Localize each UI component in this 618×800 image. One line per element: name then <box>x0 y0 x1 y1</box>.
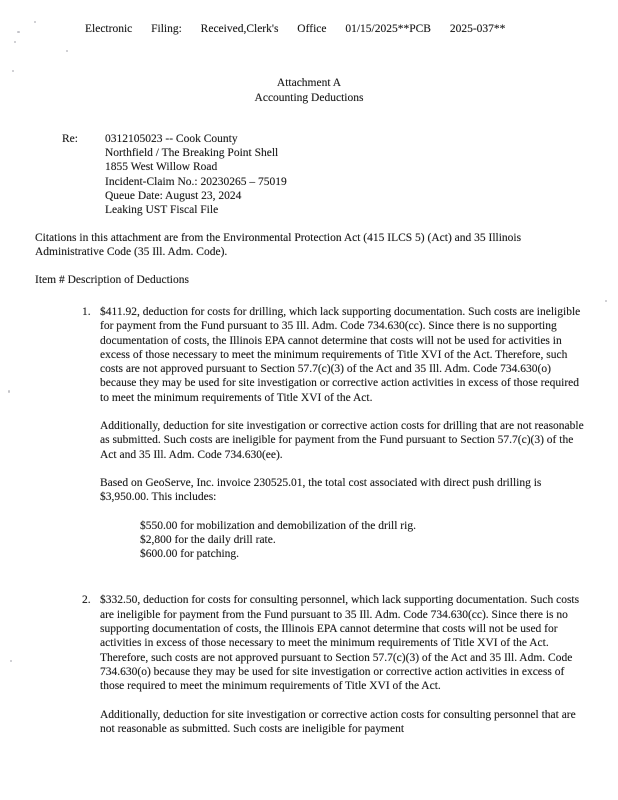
scan-speck <box>17 31 20 33</box>
re-block <box>62 132 618 217</box>
cost-breakdown-list <box>140 519 587 562</box>
deduction-item-1 <box>0 305 618 575</box>
re-line-incident-no: Incident-Claim No.: 20230265 – 75019 <box>105 175 287 188</box>
doc-subtitle: Accounting Deductions <box>254 91 364 104</box>
citation-paragraph: Citations in this attachment are from the Environmental Protection Act (415 ILCS 5) (Act) and 35 Illinois Administrative Code (35 Ill. Adm. Code). <box>35 232 522 259</box>
doc-title: Attachment A <box>276 77 342 90</box>
item-paragraph: Based on GeoServe, Inc. invoice 230525.01, the total cost associated with direct push drilling is $3,950.00. This includes: <box>100 476 542 504</box>
items-heading: Item # Description of Deductions <box>35 273 189 286</box>
re-line-address: 1855 West Willow Road <box>105 161 218 174</box>
re-line-queue-date: Queue Date: August 23, 2024 <box>105 189 242 202</box>
re-line-site-name: Northfield / The Breaking Point Shell <box>105 147 279 160</box>
re-line-file-type: Leaking UST Fiscal File <box>105 203 219 216</box>
item-body <box>100 593 587 736</box>
cost-breakdown-line: $2,800 for the daily drill rate. <box>140 533 276 546</box>
title-block <box>0 76 618 105</box>
scan-speck <box>34 21 36 23</box>
scan-speck <box>605 300 607 302</box>
scan-speck <box>66 50 68 52</box>
item-body <box>100 305 587 575</box>
item-paragraph: $411.92, deduction for costs for drilling, which lack supporting documentation. Such costs are ineligible for payment from the Fund pursuant to 35 Ill. Adm. Code 734.630(cc). Since there is no supporting documentation of costs, the Illinois EPA cannot determine that costs will not be used for activities in excess of those necessary to meet the minimum requirements of Title XVI of the Act. Therefore, such costs are not approved pursuant to Section 57.7(c)(3) of the Act and 35 Ill. Adm. Code 734.630(o) because they may be used for site investigation or corrective action activities in excess of those required to meet the minimum requirements of Title XVI of the Act. <box>100 306 581 404</box>
scan-speck <box>12 70 14 72</box>
re-label: Re: <box>62 132 78 145</box>
item-paragraph: Additionally, deduction for site investigation or corrective action costs for consulting personnel that are not reasonable as submitted. Such costs are ineligible for payment <box>100 708 576 735</box>
item-paragraph: Additionally, deduction for site investigation or corrective action costs for drilling that are not reasonable as submitted. Such costs are ineligible for payment from the Fund pursuant to Section 57.7(c)(3) of the Act and 35 Ill. Adm. Code 734.630(ee). <box>100 420 584 461</box>
cost-breakdown-line: $600.00 for patching. <box>140 548 240 561</box>
scan-speck <box>14 41 16 43</box>
item-number: 2. <box>82 594 91 607</box>
re-line-site-id: 0312105023 -- Cook County <box>105 132 238 145</box>
item-number: 1. <box>82 306 91 318</box>
deduction-item-2 <box>0 593 618 736</box>
re-lines <box>105 132 287 217</box>
item-paragraph: $332.50, deduction for costs for consulting personnel, which lack supporting documentation. Such costs are ineligible for payment from the Fund pursuant to 35 Ill. Adm. Code 734.630(cc). Since there is no supporting documentation of costs, the Illinois EPA cannot determine that costs will not be used for activities in excess of those necessary to meet the minimum requirements of Title XVI of the Act. Therefore, such costs are not approved pursuant to Section 57.7(c)(3) of the Act and 35 Ill. Adm. Code 734.630(o) because they may be used for site investigation or corrective action activities in excess of those required to meet the minimum requirements of Title XVI of the Act. <box>100 594 580 693</box>
scan-speck <box>8 390 10 393</box>
filing-header: Electronic Filing: Received,Clerk's Office 01/15/2025**PCB 2025-037** <box>85 23 506 35</box>
cost-breakdown-line: $550.00 for mobilization and demobilization of the drill rig. <box>140 519 416 532</box>
scan-speck <box>10 660 12 662</box>
